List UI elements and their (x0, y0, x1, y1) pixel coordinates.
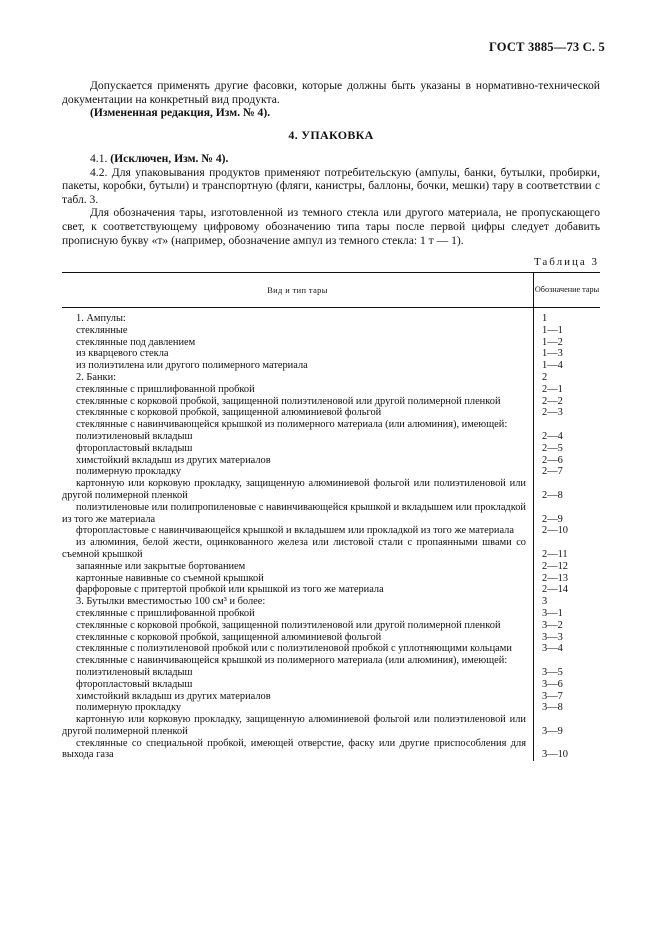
paragraph-4-1-text: (Исключен, Изм. № 4). (110, 152, 229, 165)
container-type-cell: полиэтиленовые или полипропиленовые с навинчивающейся крышкой и вкладышем или прокладкой из того же материала (62, 501, 526, 525)
table-row (62, 691, 600, 703)
container-code-cell: 2—1 (542, 383, 563, 395)
container-code-cell: 3 (542, 596, 548, 608)
table-row (62, 431, 600, 443)
table-rows (62, 308, 600, 761)
container-type-cell: стеклянные с навинчивающейся крышкой из полимерного материала (или алюминия), имеющей: (76, 655, 508, 667)
container-code-cell: 1—3 (542, 348, 563, 360)
table-row (62, 667, 600, 679)
container-code-cell: 2—4 (542, 430, 563, 442)
paragraph-4-1 (62, 152, 600, 166)
table-row (62, 337, 600, 349)
container-code-cell: 2—13 (542, 572, 568, 584)
container-code-cell: 2—10 (542, 525, 568, 537)
amendment-note: (Измененная редакция, Изм. № 4). (90, 106, 271, 120)
container-type-cell: стеклянные со специальной пробкой, имеющей отверстие, фаску или другие приспособления для выхода газа (62, 737, 526, 761)
container-code-cell: 3—10 (542, 749, 568, 761)
table-row (62, 478, 600, 502)
container-code-cell: 2—3 (542, 407, 563, 419)
container-type-cell: картонную или корковую прокладку, защищенную алюминиевой фольгой или полиэтиленовой или другой полимерной пленкой (62, 714, 526, 737)
container-type-cell: стеклянные (76, 324, 128, 336)
container-code-cell: 2—2 (542, 395, 563, 407)
container-type-cell: картонные навивные со съемной крышкой (76, 572, 264, 584)
container-type-cell: стеклянные с пришлифованной пробкой (76, 383, 255, 395)
container-code-cell: 2—9 (542, 513, 563, 525)
container-code-cell: 3—2 (542, 619, 563, 631)
table-row (62, 738, 600, 762)
table-row (62, 702, 600, 714)
table-row (62, 714, 600, 738)
container-type-cell: стеклянные с корковой пробкой, защищенной алюминиевой фольгой (76, 407, 382, 419)
paragraph-4-1-number: 4.1. (90, 152, 108, 165)
container-type-cell: 1. Ампулы: (76, 313, 126, 324)
container-type-cell: химстойкий вкладыш из других материалов (76, 454, 271, 466)
column-header-type: Вид и тип тары (62, 273, 534, 307)
container-code-cell: 3—5 (542, 666, 563, 678)
container-code-cell: 2—7 (542, 466, 563, 478)
container-type-cell: химстойкий вкладыш из других материалов (76, 690, 271, 702)
container-type-cell: полимерную прокладку (76, 466, 182, 478)
container-type-cell: полиэтиленовый вкладыш (76, 666, 193, 678)
container-code-cell: 2—6 (542, 454, 563, 466)
container-type-cell: 2. Банки: (76, 371, 117, 383)
container-type-cell: из кварцевого стекла (76, 348, 169, 360)
table-row (62, 679, 600, 691)
table-row (62, 525, 600, 537)
container-code-cell: 2—8 (542, 489, 563, 501)
container-type-cell: фарфоровые с притертой пробкой или крышкой из того же материала (76, 584, 384, 596)
table-row (62, 537, 600, 561)
container-code-cell: 2—11 (542, 548, 568, 560)
container-code-cell: 1—4 (542, 360, 563, 372)
container-type-cell: стеклянные под давлением (76, 336, 196, 348)
container-code-cell: 3—4 (542, 643, 563, 655)
container-type-cell: фторопластовый вкладыш (76, 442, 193, 454)
table-row (62, 608, 600, 620)
table-row (62, 596, 600, 608)
container-code-cell: 3—6 (542, 678, 563, 690)
container-type-cell: полиэтиленовый вкладыш (76, 430, 193, 442)
table-row (62, 407, 600, 419)
container-type-cell: стеклянные с корковой пробкой, защищенной полиэтиленовой или другой полимерной пленкой (76, 619, 501, 631)
container-code-cell: 3—8 (542, 702, 563, 714)
paragraph-4-3: Для обозначения тары, изготовленной из темного стекла или другого материала, не пропускающего свет, к соответствующему цифровому обозначению типа тары после первой цифры следует добавить прописную букву «т» (например, обозначение ампул из темного стекла: 1 т — 1). (62, 206, 600, 247)
section-title: 4. УПАКОВКА (288, 128, 374, 142)
container-type-cell: фторопластовый вкладыш (76, 678, 193, 690)
table-row (62, 573, 600, 585)
table-row (62, 384, 600, 396)
table-row (62, 584, 600, 596)
table-label: Таблица 3 (533, 256, 599, 268)
container-code-cell: 2 (542, 371, 548, 383)
container-type-cell: стеклянные с полиэтиленовой пробкой или с полиэтиленовой пробкой с уплотняющими кольцами (76, 643, 512, 655)
container-type-cell: фторопластовые с навинчивающейся крышкой и вкладышем или прокладкой из того же материала (76, 525, 514, 537)
container-type-cell: из полиэтилена или другого полимерного материала (76, 360, 308, 372)
container-code-cell: 3—3 (542, 631, 563, 643)
table-row (62, 443, 600, 455)
container-code-cell: 1 (542, 313, 548, 324)
container-type-cell: стеклянные с пришлифованной пробкой (76, 607, 255, 619)
table-row (62, 643, 600, 655)
table-row (62, 396, 600, 408)
table-row (62, 455, 600, 467)
table-row (62, 325, 600, 337)
table-body (62, 308, 600, 761)
container-type-cell: из алюминия, белой жести, оцинкованного железа или листовой стали с пропаянными швами со съемной крышкой (62, 537, 526, 560)
container-type-cell: 3. Бутылки вместимостью 100 см³ и более: (76, 596, 266, 608)
container-code-cell: 2—5 (542, 442, 563, 454)
table-row (62, 419, 600, 431)
container-code-cell: 3—7 (542, 690, 563, 702)
table-row (62, 561, 600, 573)
table-row (62, 655, 600, 667)
container-type-cell: запаянные или закрытые бортованием (76, 560, 246, 572)
container-type-cell: стеклянные с корковой пробкой, защищенной алюминиевой фольгой (76, 631, 382, 643)
table-header (62, 272, 600, 308)
container-code-cell: 3—9 (542, 725, 563, 737)
table-row (62, 466, 600, 478)
paragraph-4-2: 4.2. Для упаковывания продуктов применяют потребительскую (ампулы, банки, бутылки, пробирки, пакеты, коробки, бутыли) и транспортную (фляги, канистры, баллоны, бочки, мешки) тару в соответствии с табл. 3. (62, 165, 600, 206)
container-type-cell: стеклянные с корковой пробкой, защищенной полиэтиленовой или другой полимерной пленкой (76, 395, 501, 407)
intro-text (62, 79, 600, 120)
container-code-cell: 2—14 (542, 584, 568, 596)
table-row (62, 313, 600, 325)
column-header-code: Обозначение тары (534, 285, 600, 294)
container-type-cell: картонную или корковую прокладку, защищенную алюминиевой фольгой или полиэтиленовой или другой полимерной пленкой (62, 478, 526, 501)
section-text (62, 152, 600, 247)
paragraph-packaging-note: Допускается применять другие фасовки, которые должны быть указаны в нормативно-технической документации на конкретный вид продукта. (62, 79, 600, 106)
container-type-cell: полимерную прокладку (76, 702, 182, 714)
table-row (62, 620, 600, 632)
container-code-cell: 3—1 (542, 607, 563, 619)
container-table (62, 272, 600, 761)
table-row (62, 348, 600, 360)
container-code-cell: 1—1 (542, 324, 563, 336)
table-row (62, 632, 600, 644)
table-row (62, 372, 600, 384)
container-code-cell: 2—12 (542, 560, 568, 572)
container-type-cell: стеклянные с навинчивающейся крышкой из полимерного материала (или алюминия), имеющей: (76, 419, 508, 431)
table-row (62, 502, 600, 526)
container-code-cell: 1—2 (542, 336, 563, 348)
page-header: ГОСТ 3885—73 С. 5 (488, 40, 605, 54)
table-row (62, 360, 600, 372)
